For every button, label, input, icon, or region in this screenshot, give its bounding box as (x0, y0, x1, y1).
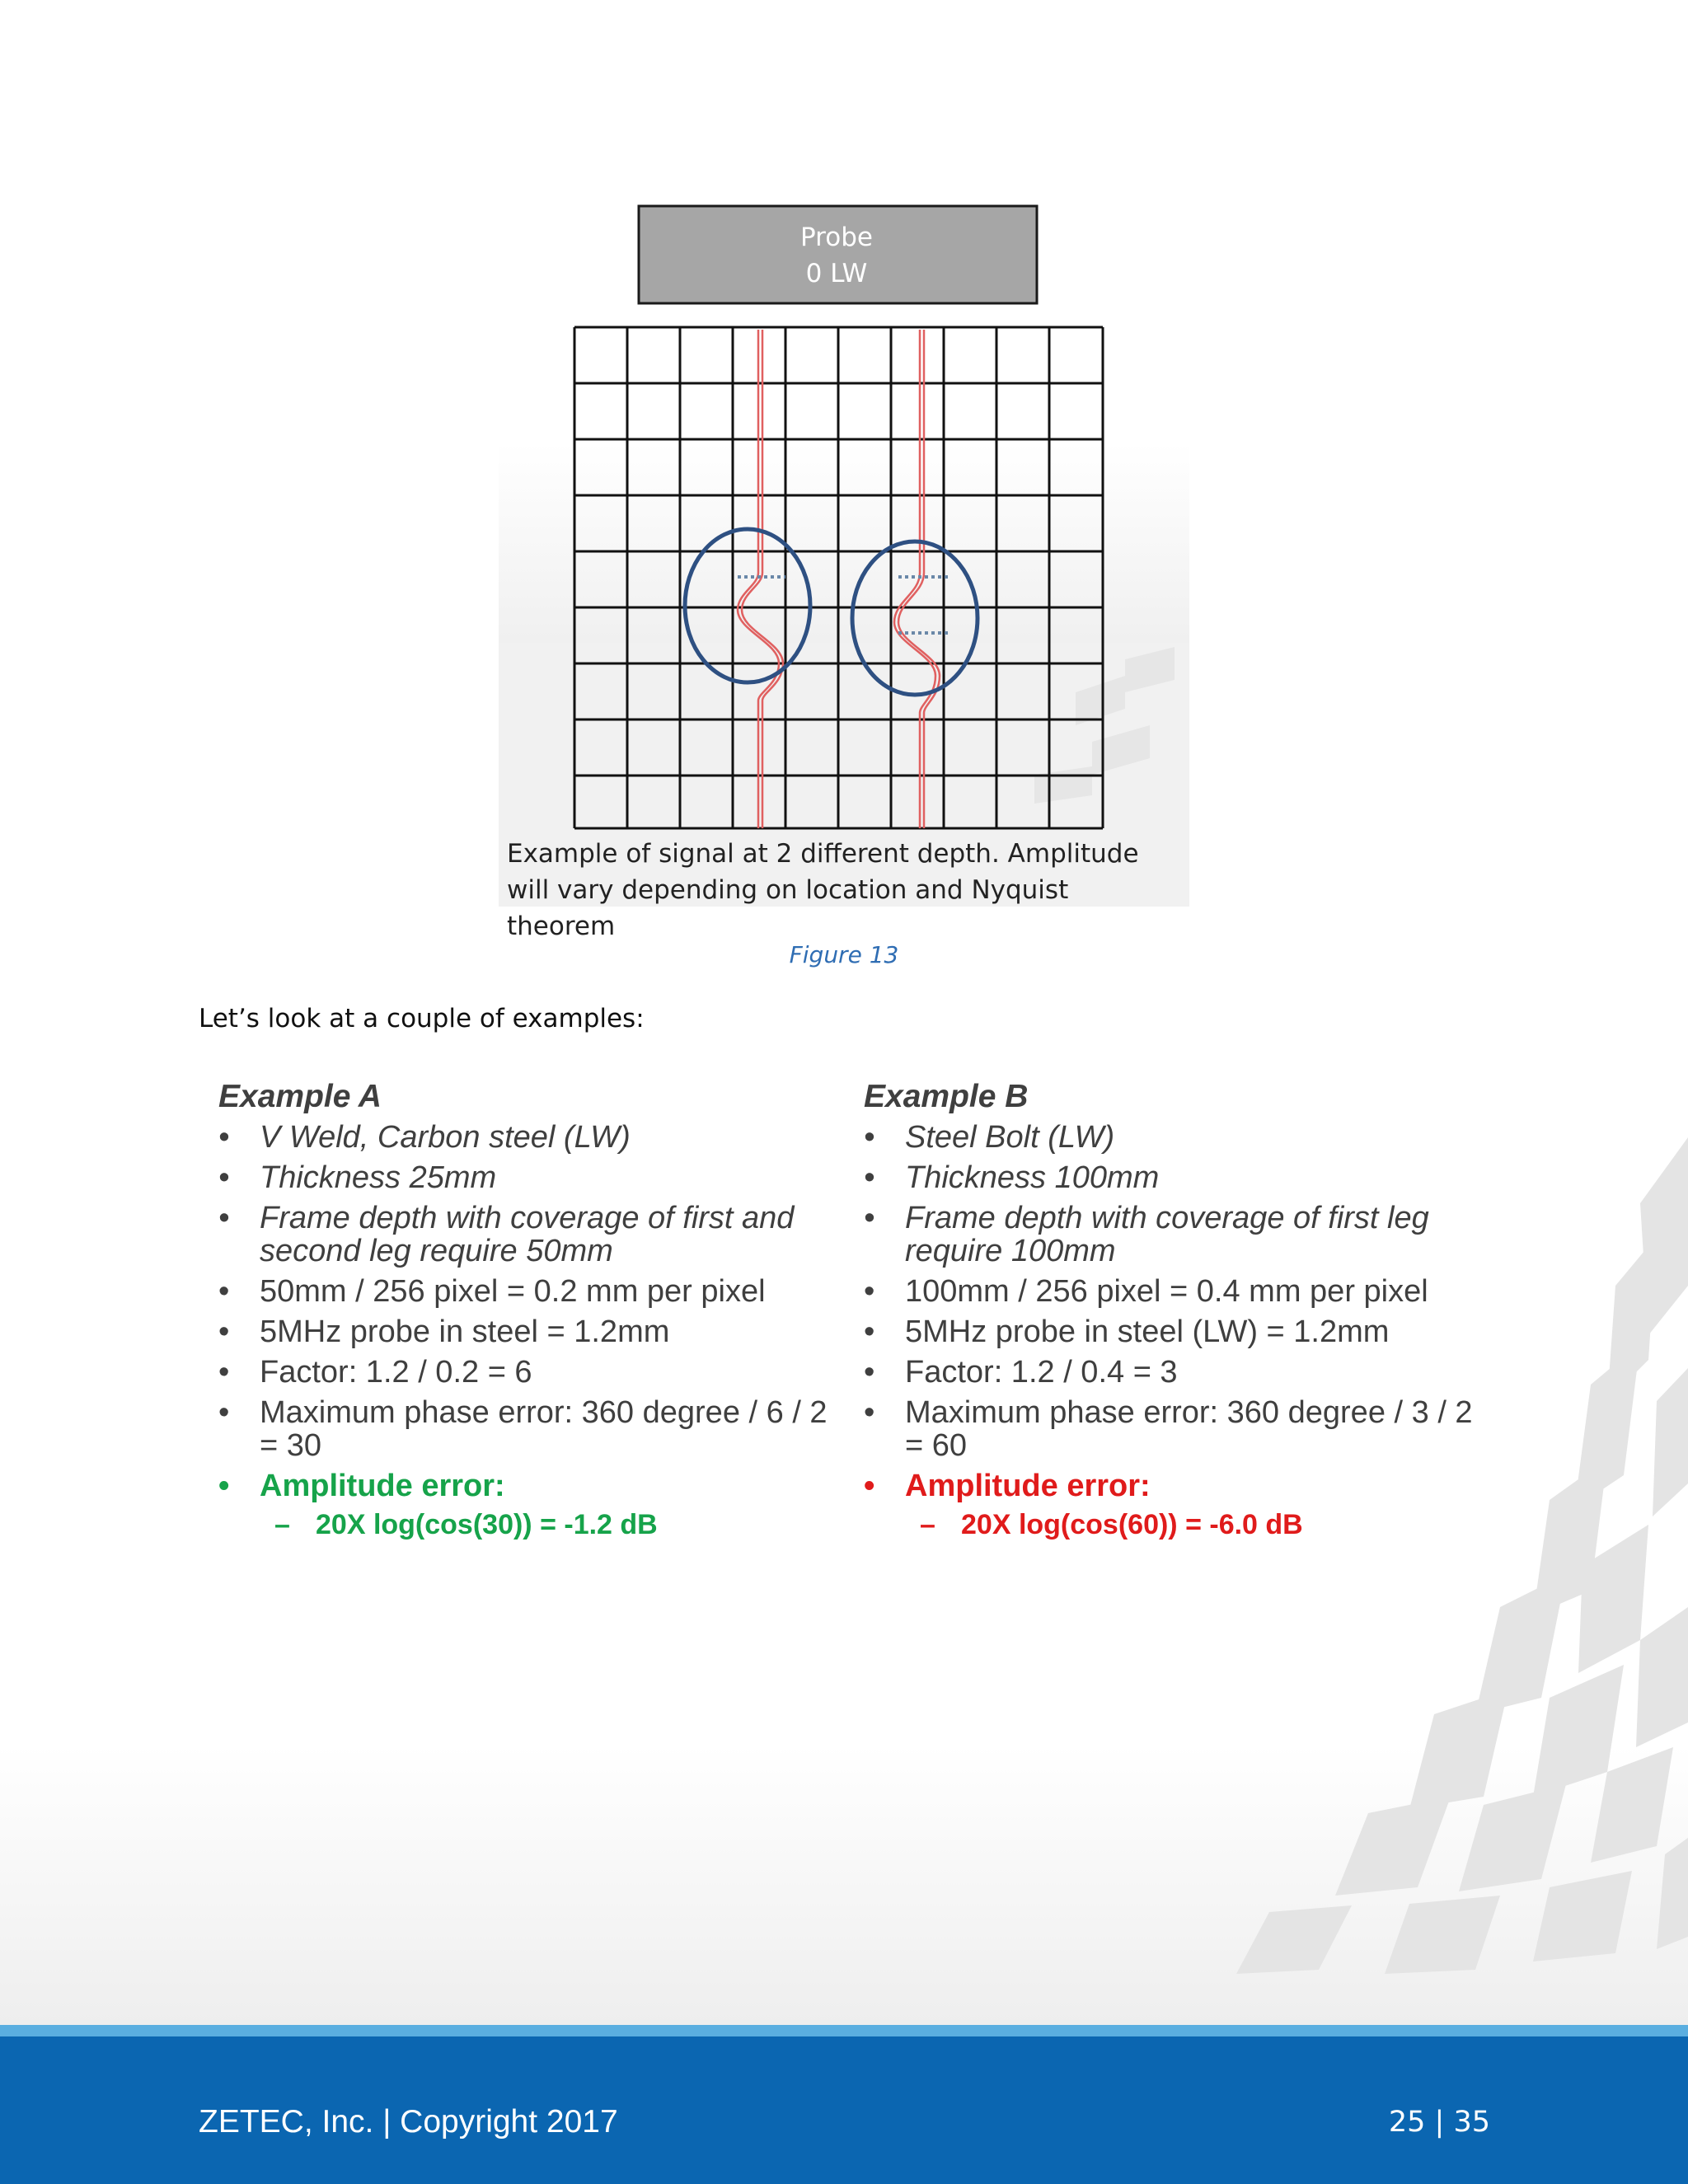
footer-accent-line (0, 2025, 1688, 2036)
probe-label (639, 219, 1034, 292)
bullet-icon: • (864, 1469, 875, 1503)
figure-13 (499, 198, 1189, 941)
bullet-icon: • (218, 1315, 230, 1349)
signal-grid-diagram (499, 198, 1189, 907)
list-item: • 5MHz probe in steel (LW) = 1.2mm (864, 1315, 1390, 1349)
amplitude-error-value: – 20X log(cos(30)) = -1.2 dB (274, 1509, 658, 1540)
list-item: • Maximum phase error: 360 degree / 6 / 2 = 30 (218, 1395, 828, 1463)
amplitude-error-label: • Amplitude error: (864, 1469, 1151, 1503)
list-item: • Frame depth with coverage of first leg require 100mm (864, 1201, 1429, 1268)
probe-label-line2: 0 LW (805, 259, 868, 288)
figure-number: Figure 13 (789, 941, 899, 968)
bullet-icon: • (864, 1274, 875, 1309)
intro-text: Let’s look at a couple of examples: (199, 1004, 645, 1033)
page-number: 25 | 35 (1388, 2106, 1490, 2139)
example-b-title: Example B (864, 1079, 1029, 1114)
list-item: • Factor: 1.2 / 0.2 = 6 (218, 1355, 532, 1390)
list-item: • Factor: 1.2 / 0.4 = 3 (864, 1355, 1178, 1390)
bullet-icon: • (864, 1395, 875, 1430)
bullet-icon: • (864, 1120, 875, 1155)
footer-copyright: ZETEC, Inc. | Copyright 2017 (199, 2104, 618, 2139)
bullet-icon: • (218, 1160, 230, 1195)
example-b-list (864, 1121, 1490, 1541)
dash-icon: – (920, 1509, 935, 1540)
footer (0, 2036, 1688, 2184)
bullet-icon: • (864, 1315, 875, 1349)
list-item: • Maximum phase error: 360 degree / 3 / 2 = 60 (864, 1395, 1473, 1463)
bullet-icon: • (218, 1355, 230, 1390)
bullet-icon: • (864, 1355, 875, 1390)
example-a-title: Example A (218, 1079, 382, 1114)
list-item: • 100mm / 256 pixel = 0.4 mm per pixel (864, 1274, 1428, 1309)
list-item: • Steel Bolt (LW) (864, 1120, 1115, 1155)
probe-label-line1: Probe (800, 223, 873, 252)
example-a-list (218, 1121, 845, 1541)
amplitude-error-label: • Amplitude error: (218, 1469, 505, 1503)
bullet-icon: • (218, 1274, 230, 1309)
figure-caption: Example of signal at 2 different depth. Amplitude will vary depending on location and Nyquist theorem (507, 839, 1139, 941)
bullet-icon: • (864, 1201, 875, 1235)
bullet-icon: • (218, 1395, 230, 1430)
bullet-icon: • (218, 1120, 230, 1155)
bullet-icon: • (218, 1469, 230, 1503)
amplitude-error-value: – 20X log(cos(60)) = -6.0 dB (920, 1509, 1303, 1540)
bullet-icon: • (218, 1201, 230, 1235)
dash-icon: – (274, 1509, 290, 1540)
list-item: • Thickness 25mm (218, 1160, 497, 1195)
example-a (218, 1076, 845, 1549)
list-item: • 5MHz probe in steel = 1.2mm (218, 1315, 670, 1349)
list-item: • V Weld, Carbon steel (LW) (218, 1120, 631, 1155)
list-item: • Thickness 100mm (864, 1160, 1160, 1195)
list-item: • 50mm / 256 pixel = 0.2 mm per pixel (218, 1274, 766, 1309)
list-item: • Frame depth with coverage of first and second leg require 50mm (218, 1201, 795, 1268)
bullet-icon: • (864, 1160, 875, 1195)
example-b (864, 1076, 1490, 1549)
